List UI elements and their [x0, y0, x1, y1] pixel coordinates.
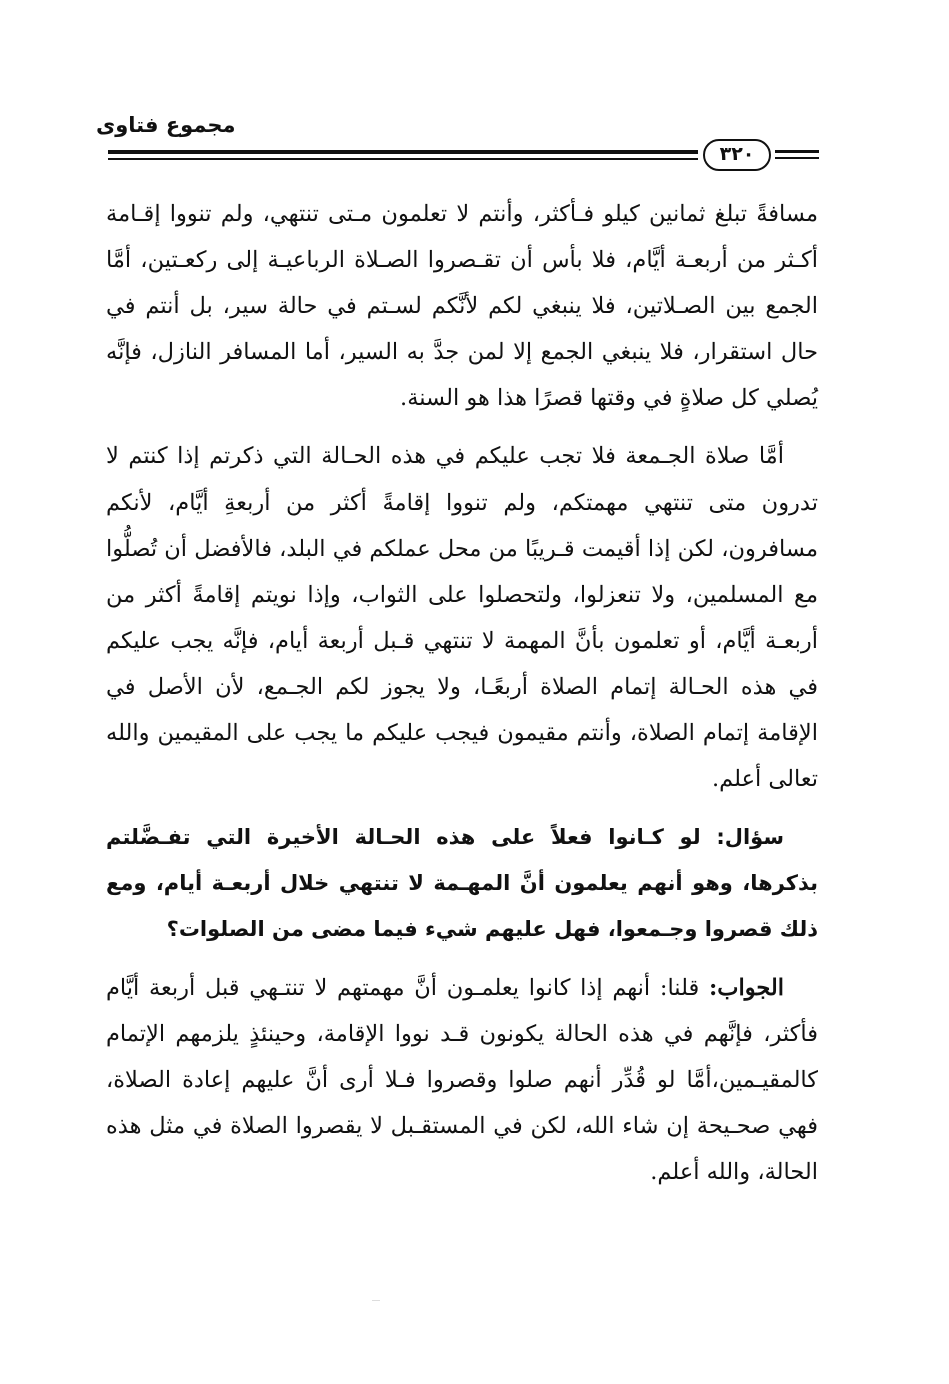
answer-text: قلنا: أنهم إذا كانوا يعلمـون أنَّ مهمتهم لا تنتـهي قبل أربعة أيَّام فأكثر، فإنَّهم في هذه الحالة يكونون قـد نووا الإقامة، وحينئذٍ يلزمهم الإتمام كالمقيـمين،أمَّا لو قُدِّر أنهم صلوا وقصروا فـلا أرى أنَّ عليهم إعادة الصلاة، فهي صحـيحة إن شاء الله، لكن في المستقـبل لا يقصروا الصلاة في مثل هذه الحالة، والله أعلم.	[106, 974, 818, 1185]
answer-paragraph	[106, 965, 818, 1195]
scan-artifact-mark	[372, 1300, 380, 1301]
question-paragraph: سؤال: لو كـانوا فعلاً على هذه الحـالة الأخيرة التي تفـضَّلتم بذكرها، وهو أنهم يعلمون أنَّ المهـمة لا تنتهي خلال أربعـة أيام، ومع ذلك قصروا وجـمعوا، فهل عليهم شيء فيما مضى من الصلوات؟	[106, 825, 818, 942]
paragraph-2: أمَّا صلاة الجـمعة فلا تجب عليكم في هذه الحـالة التي ذكرتم إذا كنتم لا تدرون متى تنتهي مهمتكم، ولم تنووا إقامةً أكثر من أربعةِ أيَّام، لأنكم مسافرون، لكن إذا أقيمت قـريبًا من محل عملكم في البلد، فالأفضل أن تُصلُّوا مع المسلمين، ولا تنعزلوا، ولتحصلوا على الثواب، وإذا نويتم إقامةً أكثر من أربعـة أيَّام، أو تعلمون بأنَّ المهمة لا تنتهي قـبل أربعة أيام، فإنَّه يجب عليكم في هذه الحـالة إتمام الصلاة أربعًـا، ولا يجوز لكم الجـمع، لأن الأصل في الإقامة إتمام الصلاة، وأنتم مقيمون فيجب عليكم ما يجب على المقيمين والله تعالى أعلم.	[106, 443, 818, 793]
answer-label: الجواب:	[709, 974, 784, 1001]
page-number: ٣٢٠	[703, 139, 771, 171]
header-rule-thick	[108, 150, 698, 154]
header-rule-short-thick	[775, 150, 819, 153]
header-rule-short-thin	[775, 157, 819, 159]
book-title: مجموع فتاوى	[96, 113, 236, 137]
page-body	[106, 191, 818, 1195]
paragraph-1: مسافةً تبلغ ثمانين كيلو فـأكثر، وأنتم لا تعلمون مـتى تنتهي، ولم تنووا إقـامة أكـثر من أربعـة أيَّام، فلا بأس أن تقـصروا الصـلاة الرباعيـة إلى ركعـتين، أمَّا الجمع بين الصـلاتين، فلا ينبغي لكم لأنَّكم لسـتم في حالة سير، بل أنتم في حال استقرار، فلا ينبغي الجمع إلا لمن جدَّ به السير، أما المسافر النازل، فإنَّه يُصلي كل صلاةٍ في وقتها قصرًا هذا هو السنة.	[106, 201, 819, 412]
header-rule-thin	[108, 158, 698, 160]
